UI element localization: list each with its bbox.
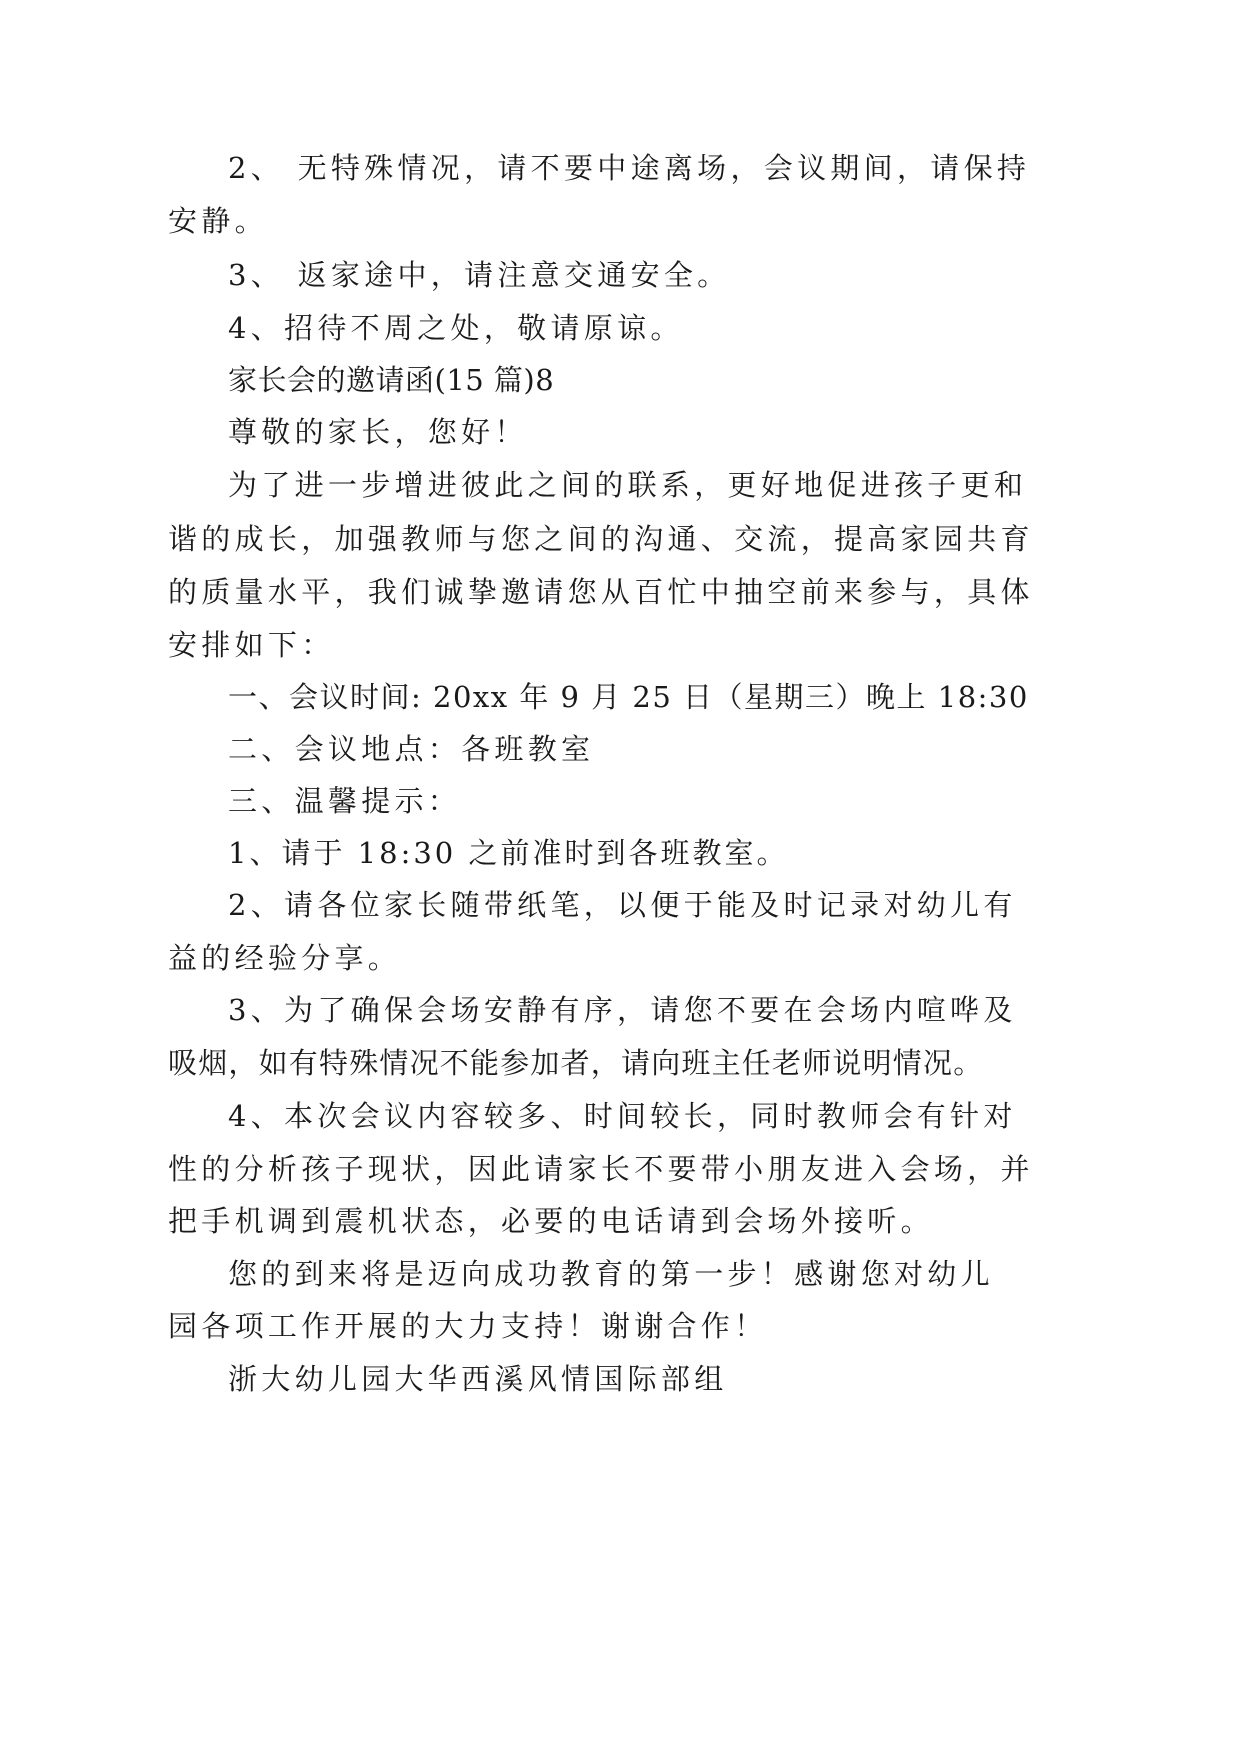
text-line: 安静。: [168, 204, 268, 238]
text-line: 谐的成长，加强教师与您之间的沟通、交流，提高家园共育: [168, 522, 1034, 556]
closing-text: 您的到来将是迈向成功教育的第一步！感谢您对幼儿: [228, 1257, 994, 1291]
text-line: 的质量水平，我们诚挚邀请您从百忙中抽空前来参与，具体: [168, 575, 1034, 609]
tip-item: 2、请各位家长随带纸笔，以便于能及时记录对幼儿有: [228, 888, 1017, 922]
text-line: 为了进一步增进彼此之间的联系，更好地促进孩子更和: [228, 468, 1028, 502]
tip-item: 3、为了确保会场安静有序，请您不要在会场内喧哗及: [228, 993, 1017, 1027]
text-line: 吸烟，如有特殊情况不能参加者，请向班主任老师说明情况。: [168, 1046, 984, 1080]
text-line: 性的分析孩子现状，因此请家长不要带小朋友进入会场，并: [168, 1152, 1034, 1186]
meeting-time: 一、会议时间: 20xx 年 9 月 25 日（星期三）晚上 18:30: [228, 680, 1029, 714]
tip-item: 4、本次会议内容较多、时间较长，同时教师会有针对: [228, 1099, 1017, 1133]
text-line: 益的经验分享。: [168, 941, 402, 975]
text-line: 3、 返家途中，请注意交通安全。: [228, 258, 731, 292]
text-line: 把手机调到震机状态，必要的电话请到会场外接听。: [168, 1204, 934, 1238]
text-line: 4、招待不周之处，敬请原谅。: [228, 311, 684, 345]
meeting-location: 二、会议地点：各班教室: [228, 732, 595, 766]
section-title: 家长会的邀请函(15 篇)8: [228, 363, 555, 397]
closing-text: 园各项工作开展的大力支持！谢谢合作！: [168, 1309, 768, 1343]
tips-heading: 三、温馨提示：: [228, 784, 462, 818]
greeting: 尊敬的家长，您好！: [228, 415, 528, 449]
text-line: 安排如下：: [168, 628, 335, 662]
tip-item: 1、请于 18:30 之前准时到各班教室。: [228, 836, 789, 870]
text-line: 2、 无特殊情况，请不要中途离场，会议期间，请保持: [228, 151, 1031, 185]
signature: 浙大幼儿园大华西溪风情国际部组: [228, 1362, 728, 1396]
